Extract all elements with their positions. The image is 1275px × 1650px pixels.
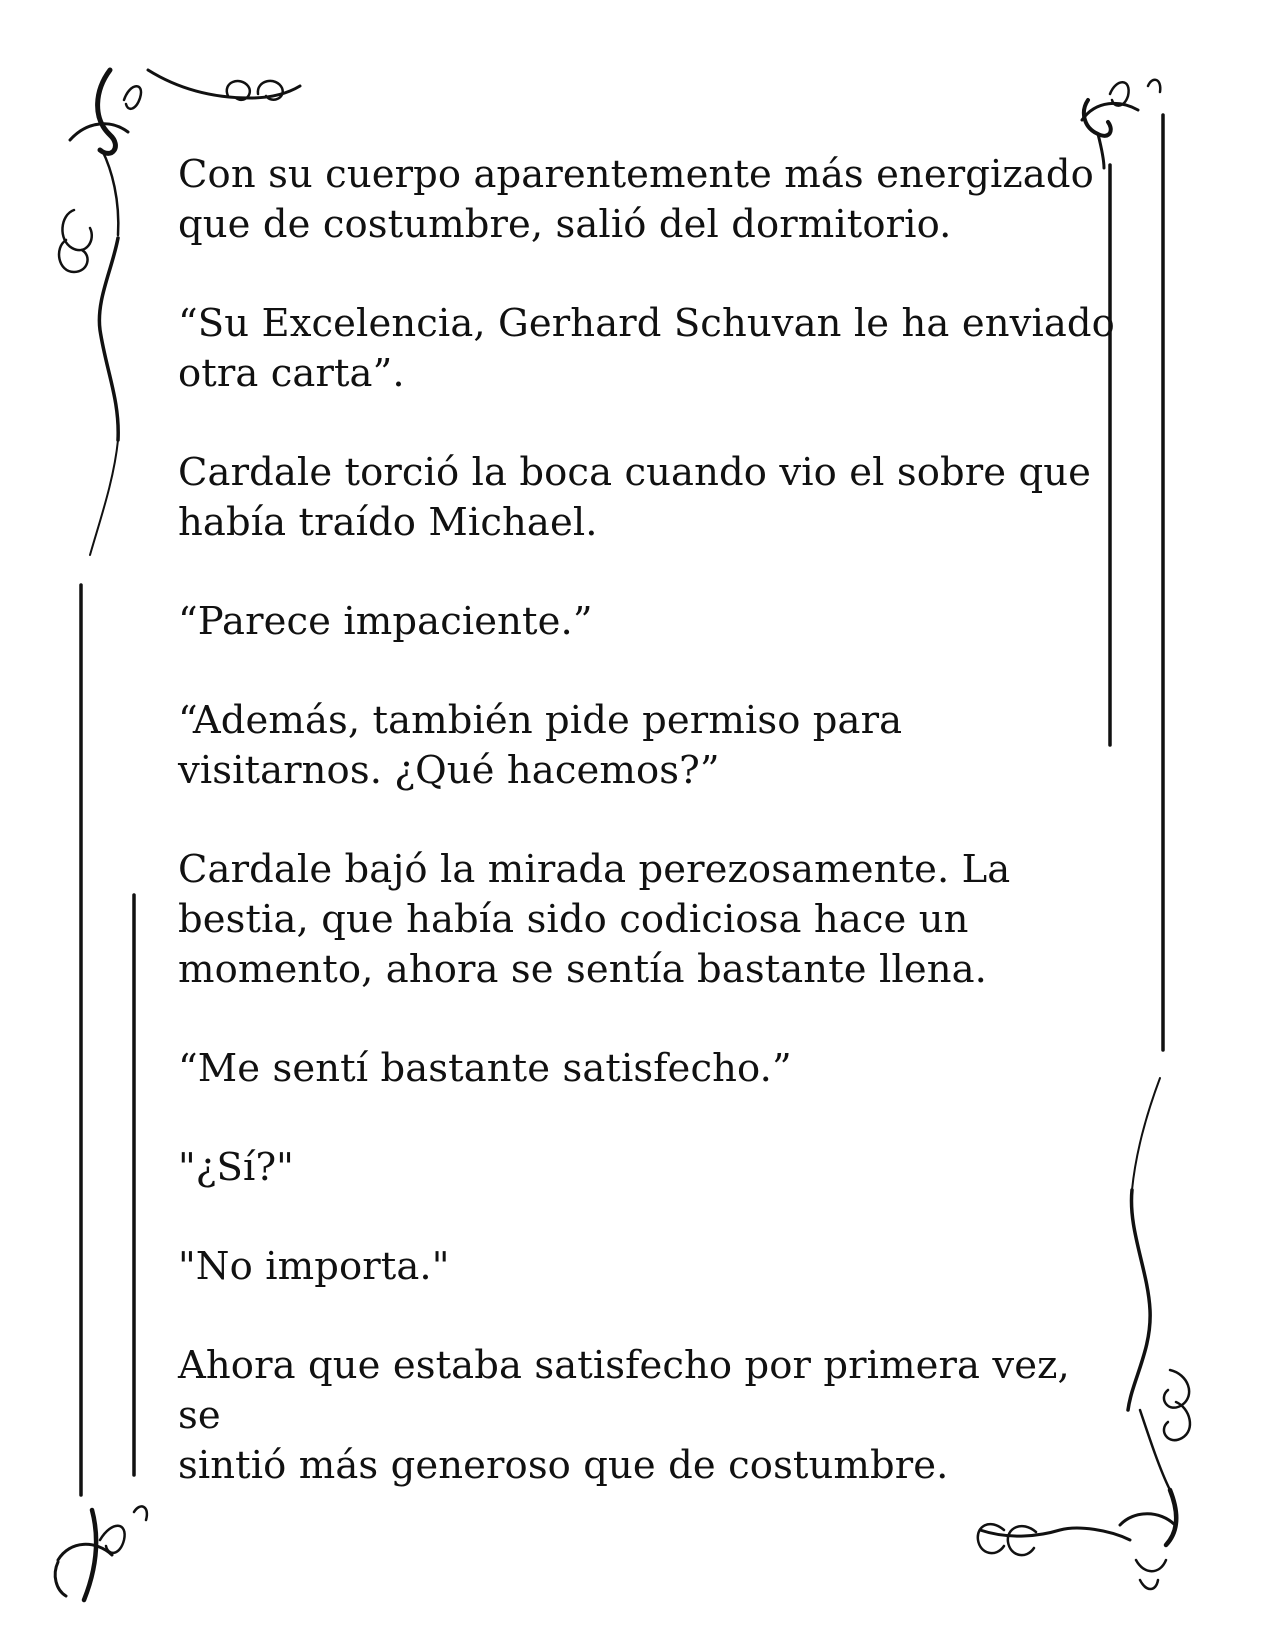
paragraph-7: “Me sentí bastante satisfecho.” (178, 1046, 792, 1091)
paragraph-2: “Su Excelencia, Gerhard Schuvan le ha enviado otra carta”. (178, 301, 1115, 396)
paragraph-9: "No importa." (178, 1244, 450, 1289)
paragraph-5: “Además, también pide permiso para visitarnos. ¿Qué hacemos?” (178, 698, 903, 793)
bottom-left-flourish-icon (55, 1506, 147, 1600)
paragraph-8: "¿Sí?" (178, 1145, 294, 1190)
paragraph-1: Con su cuerpo aparentemente más energizado que de costumbre, salió del dormitorio. (178, 152, 1094, 247)
paragraph-6: Cardale bajó la mirada perezosamente. La bestia, que había sido codiciosa hace un momento, ahora se sentía bastante llena. (178, 847, 1011, 992)
paragraph-4: “Parece impaciente.” (178, 599, 593, 644)
paragraph-10: Ahora que estaba satisfecho por primera vez, se sintió más generoso que de costumbre. (178, 1343, 1070, 1488)
page-body (178, 150, 1118, 1540)
paragraph-3: Cardale torció la boca cuando vio el sobre que había traído Michael. (178, 450, 1091, 545)
